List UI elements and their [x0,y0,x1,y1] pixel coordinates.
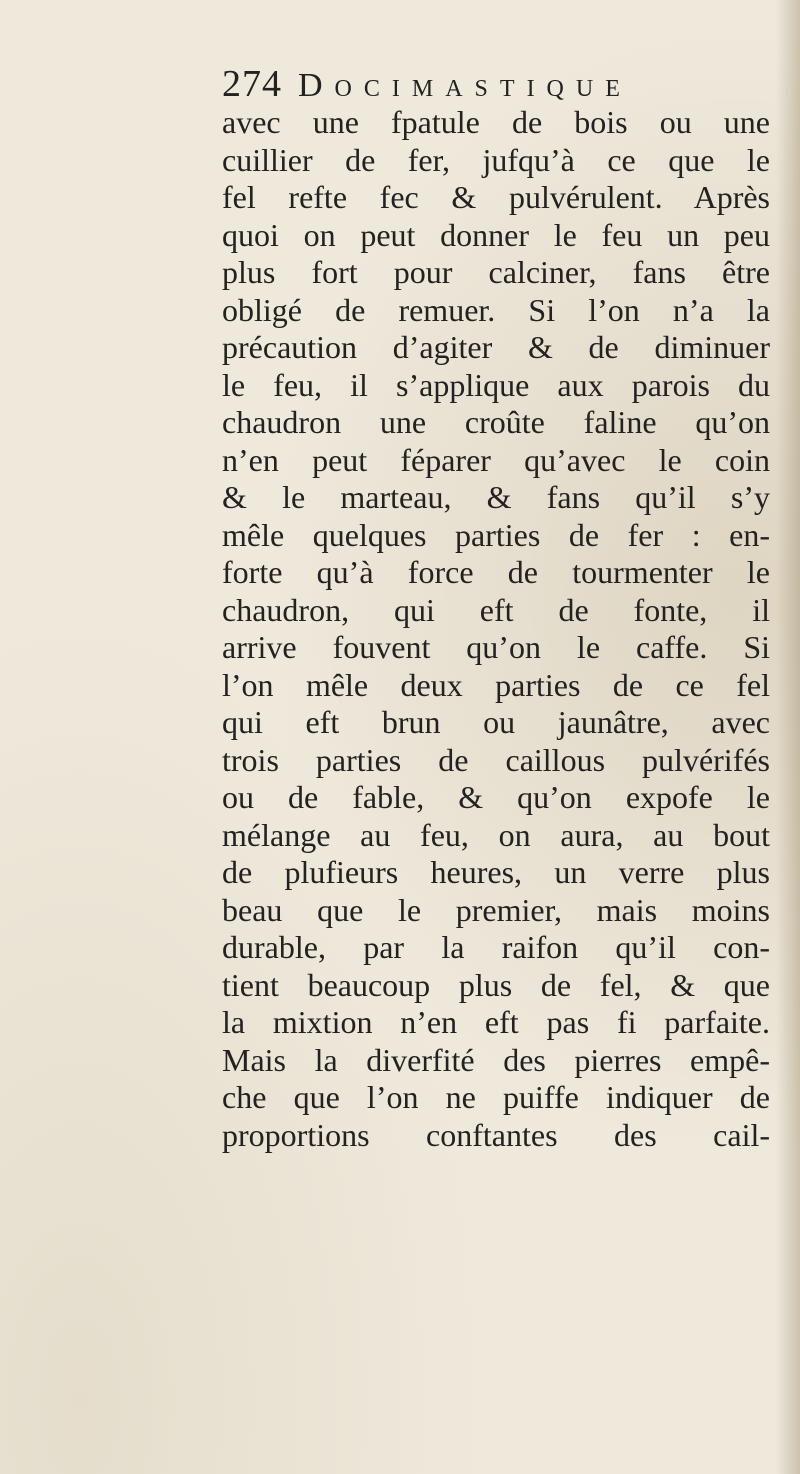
text-line: trois parties de caillous pulvérifés [222,741,770,778]
text-line: fel refte fec & pulvérulent. Après [222,179,770,215]
text-line: cuillier de fer, jufqu’à ce que le [222,141,770,178]
text-line: chaudron une croûte faline qu’on [222,404,770,440]
text-line: n’en peut féparer qu’avec le coin [222,441,770,478]
text-line: durable, par la raifon qu’il con- [222,929,770,965]
text-line: mêle quelques parties de fer : en- [222,516,770,553]
text-line: tient beaucoup plus de fel, & que [222,966,770,1003]
text-line: forte qu’à force de tourmenter le [222,554,770,590]
text-line: beau que le premier, mais moins [222,891,770,928]
text-line: proportions conftantes des cail- [222,1116,770,1153]
text-line: l’on mêle deux parties de ce fel [222,666,770,703]
page-edge-shadow [776,0,800,1474]
text-line: & le marteau, & fans qu’il s’y [222,479,770,515]
text-line: qui eft brun ou jaunâtre, avec [222,704,770,740]
text-line: chaudron, qui eft de fonte, il [222,591,770,628]
text-line: obligé de remuer. Si l’on n’a la [222,291,770,328]
text-line: Mais la diverfité des pierres empê- [222,1041,770,1078]
running-head-title: Docimastique [298,67,632,104]
text-line: quoi on peut donner le feu un peu [222,216,770,253]
text-line: arrive fouvent qu’on le caffe. Si [222,629,770,665]
text-line: avec une fpatule de bois ou une [222,104,770,140]
text-line: plus fort pour calciner, fans être [222,254,770,290]
text-line: le feu, il s’applique aux parois du [222,366,770,403]
body-text [222,104,770,1154]
page-number: 274 [222,63,282,105]
text-line: la mixtion n’en eft pas fi parfaite. [222,1004,770,1040]
text-line: mélange au feu, on aura, au bout [222,816,770,853]
text-line: ou de fable, & qu’on expofe le [222,779,770,815]
text-line: che que l’on ne puiffe indiquer de [222,1079,770,1115]
text-line: précaution d’agiter & de diminuer [222,329,770,365]
text-line: de plufieurs heures, un verre plus [222,854,770,890]
